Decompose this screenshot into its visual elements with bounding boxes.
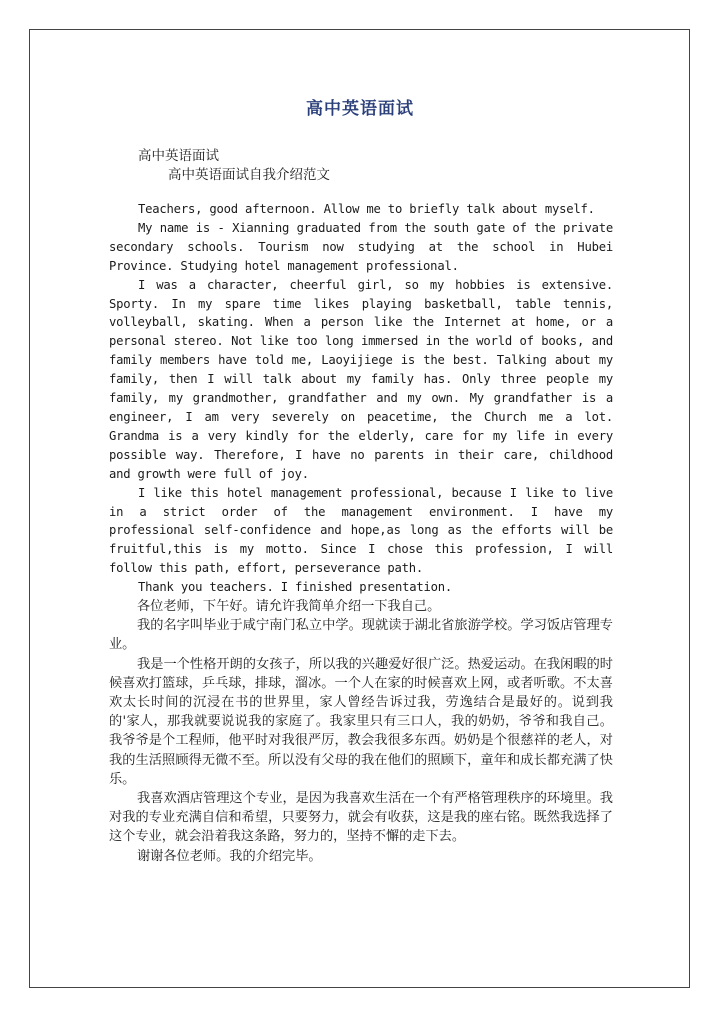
chinese-paragraph: 我的名字叫毕业于咸宁南门私立中学。现就读于湖北省旅游学校。学习饭店管理专业。	[109, 618, 613, 653]
section-heading: 高中英语面试	[138, 148, 219, 164]
chinese-paragraph: 谢谢各位老师。我的介绍完毕。	[137, 848, 322, 864]
english-paragraph: I was a character, cheerful girl, so my hobbies is extensive. Sporty. In my spare time likes playing basketball, table tennis, volleyball, skating. When a person like the Internet at home, or a personal stereo. Not like too long immersed in the world of books, and family members have told me, Laoyijiege is the best. Talking about my family, then I will talk about my family has. Only three people my family, my grandmother, grandfather and my own. My grandfather is a engineer, I am very severely on peacetime, the Church me a lot. Grandma is a very kindly for the elderly, care for my life in every possible way. Therefore, I have no parents in their care, childhood and growth were full of joy.	[109, 277, 613, 481]
english-paragraph: My name is - Xianning graduated from the south gate of the private secondary schools. Tourism now studying at the school in Hubei Province. Studying hotel management professional.	[109, 220, 613, 273]
section-subheading: 高中英语面试自我介绍范文	[168, 167, 330, 183]
chinese-paragraph: 我是一个性格开朗的女孩子，所以我的兴趣爱好很广泛。热爱运动。在我闲暇的时候喜欢打篮球，乒乓球，排球，溜冰。一个人在家的时候喜欢上网，或者听歌。不太喜欢太长时间的沉浸在书的世界里，家人曾经告诉过我，劳逸结合是最好的。说到我的'家人，那我就要说说我的家庭了。我家里只有三口人，我的奶奶，爷爷和我自己。我爷爷是个工程师，他平时对我很严厉，教会我很多东西。奶奶是个很慈祥的老人，对我的生活照顾得无微不至。所以没有父母的我在他们的照顾下，童年和成长都充满了快乐。	[109, 656, 613, 787]
english-paragraph: Thank you teachers. I finished presentation.	[138, 580, 453, 595]
english-paragraph: Teachers, good afternoon. Allow me to briefly talk about myself.	[138, 202, 595, 216]
english-paragraph: I like this hotel management professional, because I like to live in a strict order of the management environment. I have my professional self-confidence and hope,as long as the efforts will be fruitful,this is my motto. Since I chose this profession, I will follow this path, effort, perseverance path.	[109, 485, 613, 576]
chinese-paragraph: 各位老师，下午好。请允许我简单介绍一下我自己。	[137, 599, 441, 615]
chinese-paragraph: 我喜欢酒店管理这个专业，是因为我喜欢生活在一个有严格管理秩序的环境里。我对我的专业充满自信和希望，只要努力，就会有收获，这是我的座右铭。既然我选择了这个专业，就会沿着我这条路，努力的，坚持不懈的走下去。	[109, 791, 613, 845]
document-body	[109, 200, 613, 866]
document-title: 高中英语面试	[306, 99, 414, 119]
